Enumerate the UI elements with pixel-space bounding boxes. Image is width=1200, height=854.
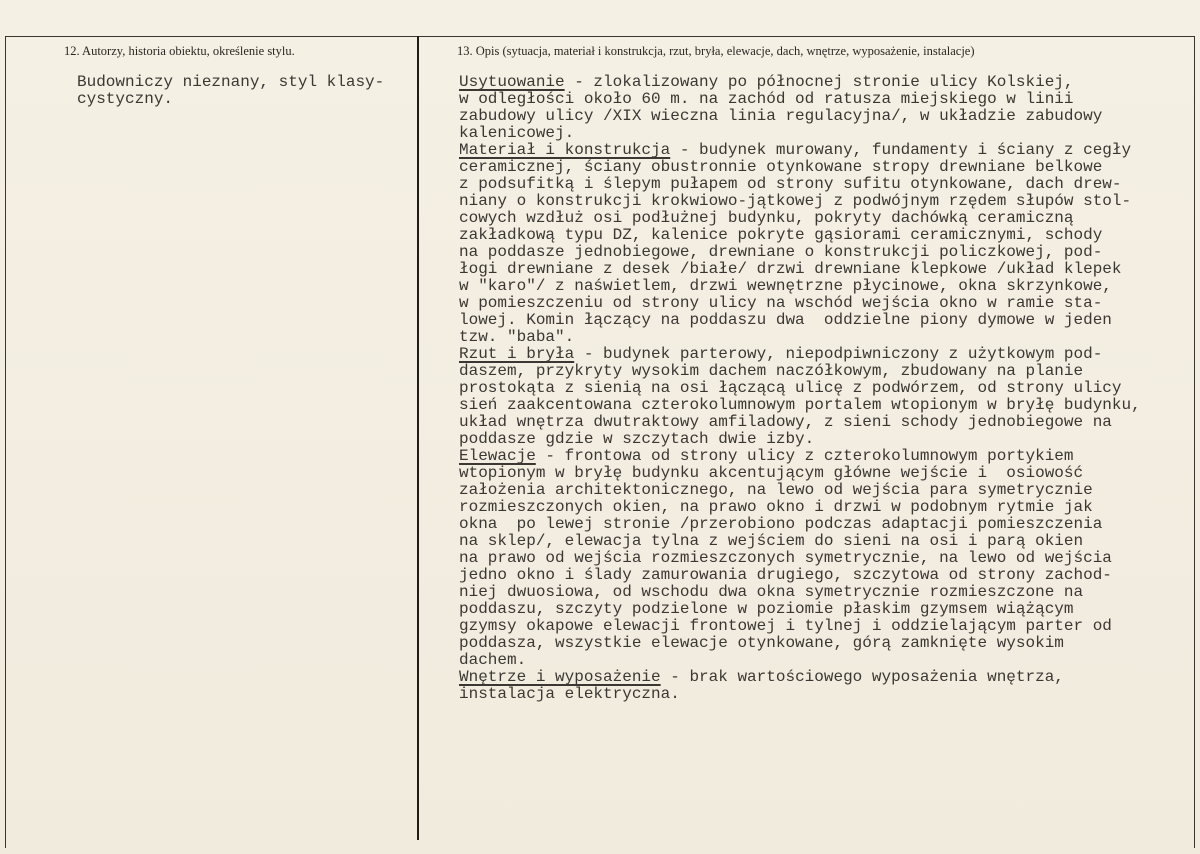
line-text: lowej. Komin łączący na poddaszu dwa oddzielne piony dymowe w jeden — [459, 311, 1112, 329]
description-line — [459, 499, 1141, 516]
description-line — [459, 431, 1141, 448]
line-text: kalenicowej. — [459, 124, 575, 142]
description-line — [459, 465, 1141, 482]
line-text: wtopionym w bryłę budynku akcentującym główne wejście i osiowość — [459, 464, 1084, 482]
line-text: zakładkową typu DZ, kalenice pokryte gąsiorami ceramicznymi, schody — [459, 226, 1103, 244]
line-text: z podsufitką i ślepym pułapem od strony sufitu otynkowane, dach drew- — [459, 175, 1122, 193]
description-line — [459, 159, 1141, 176]
line-text: na sklep/, elewacja tylna z wejściem do sieni na osi i parą okien — [459, 532, 1084, 550]
line-text: gzymsy okapowe elewacji frontowej i tylnej i oddzielającym parter od — [459, 617, 1112, 635]
line-text: - frontowa od strony ulicy z czterokolumnowym portykiem — [535, 447, 1074, 465]
line-text: w odległości około 60 m. na zachód od ratusza miejskiego w linii — [459, 90, 1074, 108]
line-text: okna po lewej stronie /przerobiono podczas adaptacji pomieszczenia — [459, 515, 1103, 533]
line-text: - budynek murowany, fundamenty i ściany z cegły — [670, 141, 1132, 159]
authors-line: Budowniczy nieznany, styl klasy- — [77, 73, 385, 91]
description-line — [459, 295, 1141, 312]
description-line — [459, 601, 1141, 618]
line-text: daszem, przykryty wysokim dachem naczółkowym, zbudowany na planie — [459, 362, 1084, 380]
line-text: - brak wartościowego wyposażenia wnętrza, — [660, 668, 1064, 686]
description-line — [459, 278, 1141, 295]
column-divider — [417, 36, 419, 840]
description-line — [459, 652, 1141, 669]
description-line — [459, 108, 1141, 125]
description-typed-text — [459, 74, 1141, 703]
description-line — [459, 329, 1141, 346]
description-line — [459, 312, 1141, 329]
line-text: - zlokalizowany po północnej stronie ulicy Kolskiej, — [564, 73, 1074, 91]
section-13-heading: 13. Opis (sytuacja, materiał i konstrukcja, rzut, bryła, elewacje, dach, wnętrze, wyposażenie, instalacje) — [457, 44, 975, 58]
line-text: założenia architektonicznego, na lewo od wejścia para symetrycznie — [459, 481, 1093, 499]
description-line — [459, 193, 1141, 210]
description-line — [459, 533, 1141, 550]
line-text: - budynek parterowy, niepodpiwniczony z użytkowym pod- — [574, 345, 1103, 363]
description-line — [459, 74, 1141, 91]
line-text: na poddasze jednobiegowe, drewniane o konstrukcji policzkowej, pod- — [459, 243, 1103, 261]
line-text: tzw. "baba". — [459, 328, 575, 346]
frame-left-line — [5, 36, 6, 848]
line-text: cowych wzdłuż osi podłużnej budynku, pokryty dachówką ceramiczną — [459, 209, 1074, 227]
line-text: łogi drewniane z desek /białe/ drzwi drewniane klepkowe /układ klepek — [459, 260, 1122, 278]
line-text: niany o konstrukcji krokwiowo-jątkowej z podwójnym rzędem słupów stol- — [459, 192, 1132, 210]
line-text: w pomieszczeniu od strony ulicy na wschód wejścia okno w ramie sta- — [459, 294, 1103, 312]
authors-typed-text — [77, 74, 384, 108]
description-line — [459, 686, 1141, 703]
frame-top-line — [6, 36, 1194, 37]
line-text: poddasza, wszystkie elewacje otynkowane, górą zamknięte wysokim — [459, 634, 1064, 652]
description-line — [459, 584, 1141, 601]
description-line — [459, 125, 1141, 142]
line-text: dachem. — [459, 651, 527, 669]
section-12-heading: 12. Autorzy, historia obiektu, określenie stylu. — [64, 44, 295, 58]
line-text: poddasze gdzie w szczytach dwie izby. — [459, 430, 815, 448]
description-line — [459, 669, 1141, 686]
description-line — [459, 142, 1141, 159]
line-text: ceramicznej, ściany obustronnie otynkowane stropy drewniane belkowe — [459, 158, 1103, 176]
description-line — [459, 635, 1141, 652]
subheading-underlined: Elewacje — [459, 447, 536, 465]
authors-line: cystyczny. — [77, 90, 174, 108]
description-line — [459, 550, 1141, 567]
description-line — [459, 482, 1141, 499]
line-text: rozmieszczonych okien, na prawo okno i drzwi w podobnym rytmie jak — [459, 498, 1093, 516]
frame-right-line — [1194, 36, 1195, 848]
line-text: w "karo"/ z naświetlem, drzwi wewnętrzne płycinowe, okna skrzynkowe, — [459, 277, 1112, 295]
subheading-underlined: Wnętrze i wyposażenie — [459, 668, 661, 686]
line-text: instalacja elektryczna. — [459, 685, 680, 703]
description-line — [459, 244, 1141, 261]
line-text: na prawo od wejścia rozmieszczonych symetrycznie, na lewo od wejścia — [459, 549, 1112, 567]
line-text: układ wnętrza dwutraktowy amfiladowy, z sieni schody jednobiegowe na — [459, 413, 1112, 431]
description-line — [459, 176, 1141, 193]
description-line — [459, 380, 1141, 397]
description-line — [459, 397, 1141, 414]
line-text: prostokąta z sienią na osi łączącą ulicę z podwórzem, od strony ulicy — [459, 379, 1122, 397]
description-line — [459, 91, 1141, 108]
description-line — [459, 567, 1141, 584]
line-text: jedno okno i ślady zamurowania drugiego, szczytowa od strony zachod- — [459, 566, 1112, 584]
description-line — [459, 618, 1141, 635]
subheading-underlined: Usytuowanie — [459, 73, 565, 91]
line-text: sień zaakcentowana czterokolumnowym portalem wtopionym w bryłę budynku, — [459, 396, 1141, 414]
line-text: niej dwuosiowa, od wschodu dwa okna symetrycznie rozmieszczone na — [459, 583, 1084, 601]
description-line — [459, 414, 1141, 431]
description-line — [459, 261, 1141, 278]
description-line — [459, 363, 1141, 380]
description-line — [459, 227, 1141, 244]
description-line — [459, 210, 1141, 227]
subheading-underlined: Rzut i bryła — [459, 345, 575, 363]
description-line — [459, 448, 1141, 465]
description-line — [459, 516, 1141, 533]
subheading-underlined: Materiał i konstrukcja — [459, 141, 671, 159]
line-text: poddaszu, szczyty podzielone w poziomie płaskim gzymsem wiążącym — [459, 600, 1074, 618]
line-text: zabudowy ulicy /XIX wieczna linia regulacyjna/, w układzie zabudowy — [459, 107, 1103, 125]
description-line — [459, 346, 1141, 363]
